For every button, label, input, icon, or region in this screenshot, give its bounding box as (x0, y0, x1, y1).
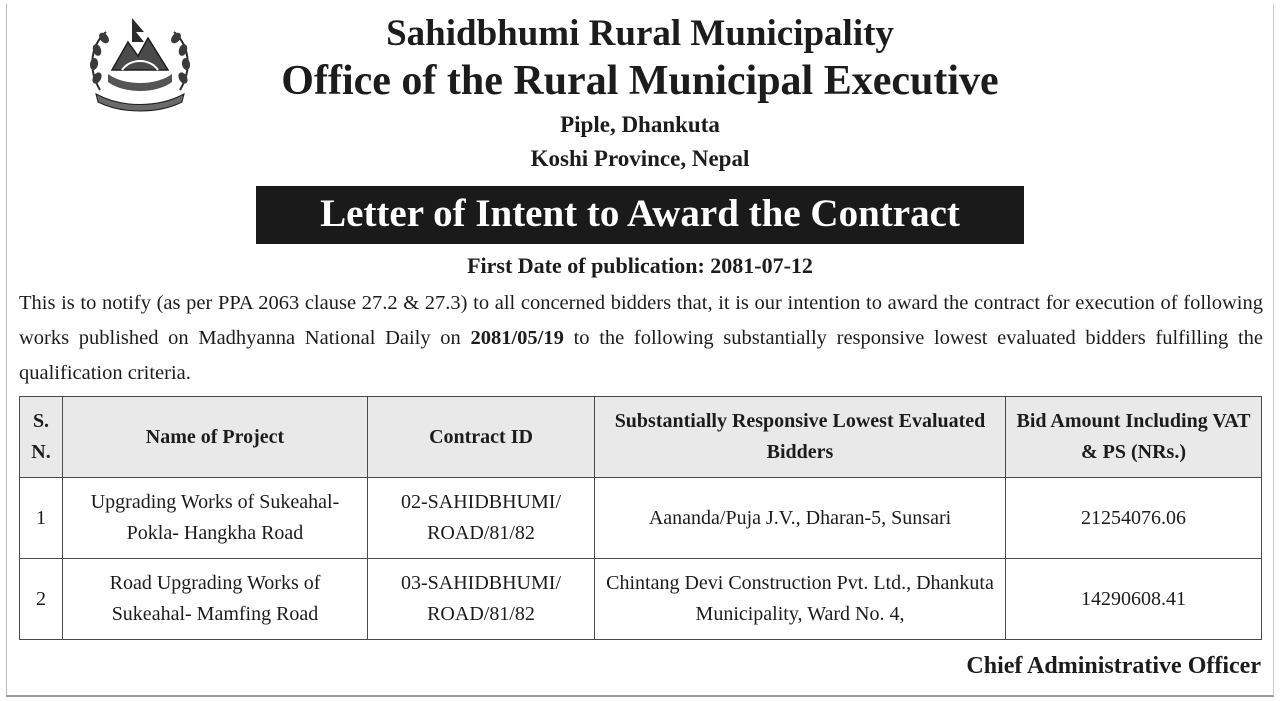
publication-date: First Date of publication: 2081-07-12 (467, 253, 813, 278)
address-line-1: Piple, Dhankuta (560, 112, 720, 137)
award-table (19, 396, 1262, 640)
office-name: Office of the Rural Municipal Executive (281, 58, 999, 104)
cell-amount: 14290608.41 (1006, 559, 1262, 640)
notice-body-date: 2081/05/19 (470, 327, 564, 349)
cell-project: Road Upgrading Works of Sukeahal- Mamfing Road (63, 559, 368, 640)
header-sn: S. N. (20, 397, 63, 478)
notice-body (19, 286, 1263, 391)
header-contract-id: Contract ID (368, 397, 595, 478)
cell-bidder: Aananda/Puja J.V., Dharan-5, Sunsari (595, 478, 1006, 559)
cell-bidder: Chintang Devi Construction Pvt. Ltd., Dhankuta Municipality, Ward No. 4, (595, 559, 1006, 640)
cell-contract-id: 03-SAHIDBHUMI/ ROAD/81/82 (368, 559, 595, 640)
cell-amount: 21254076.06 (1006, 478, 1262, 559)
notice-title-banner: Letter of Intent to Award the Contract (256, 186, 1024, 244)
cell-sn: 1 (20, 478, 63, 559)
cell-project: Upgrading Works of Sukeahal-Pokla- Hangkha Road (63, 478, 368, 559)
header-bidder: Substantially Responsive Lowest Evaluated Bidders (595, 397, 1006, 478)
address-line-2: Koshi Province, Nepal (530, 146, 750, 171)
municipality-name: Sahidbhumi Rural Municipality (386, 13, 894, 54)
signatory-title: Chief Administrative Officer (966, 653, 1261, 679)
table-header-row (20, 397, 1262, 478)
notice-body-part-1: This is to notify (as per PPA 2063 clause 27.2 & 27.3) to all concerned bidders that, it is our intention to award the contract for execution of following works published on Madhyanna National Daily on (19, 292, 1263, 349)
table-row (20, 478, 1262, 559)
header-project: Name of Project (63, 397, 368, 478)
cell-sn: 2 (20, 559, 63, 640)
header-amount: Bid Amount Including VAT & PS (NRs.) (1006, 397, 1262, 478)
table-row (20, 559, 1262, 640)
cell-contract-id: 02-SAHIDBHUMI/ ROAD/81/82 (368, 478, 595, 559)
notice-body-part-2: to the following substantially responsive lowest evaluated bidders fulfilling the qualification criteria. (19, 327, 1264, 384)
